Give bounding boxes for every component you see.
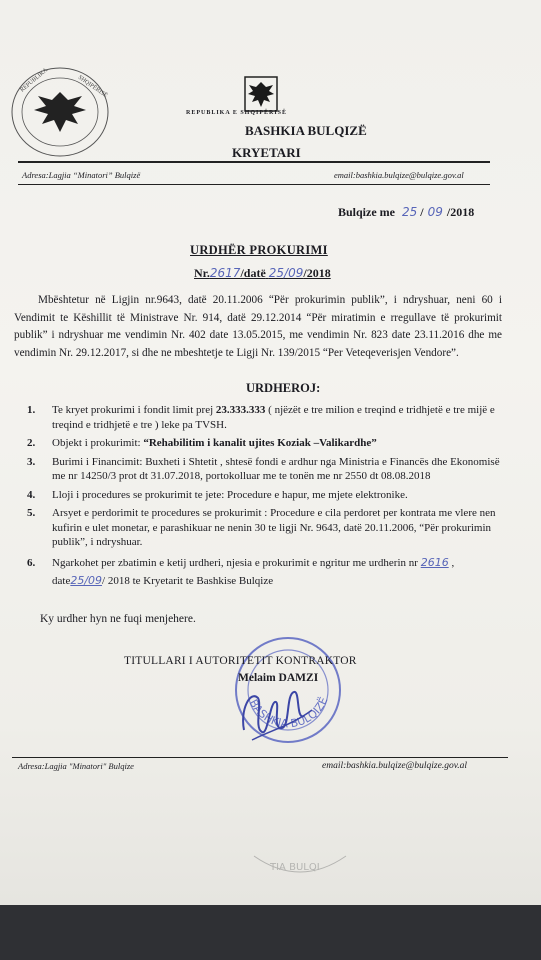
list-item: 3. Burimi i Financimit: Buxheti i Shtetit , shtesë fondi e ardhur nga Ministria e Financës dhe Ekonomisë me nr 14250/3 prot dt 31.07.2018, portokolluar me te tonën me nr 2550 dt 08.08.2018 <box>27 455 500 482</box>
stamp-text: BASHKIA BULQIZË <box>246 695 331 731</box>
svg-text:REPUBLIKA: REPUBLIKA <box>19 67 50 94</box>
preamble-paragraph: Mbështetur në Ligjin nr.9643, datë 20.11.2006 “Për prokurimin publik”, i ndryshuar, neni 60 i Vendimit te Këshillit të Ministrave Nr. 914, datë 29.12.2014 “Për miratimin e rregullave të prokurimit publik” i ndryshuar me vendimin Nr. 402 date 13.05.2015, me vendimin Nr. 823 date 23.11.2016 dhe me vendimin Nr. 29.12.2017, si dhe ne mbeshtetje te Ligji Nr. 139/2015 “Per Veteqeverisjen Vendore”. <box>14 294 502 359</box>
handwritten-signature-icon <box>232 670 322 750</box>
signatory-role: TITULLARI I AUTORITETIT KONTRAKTOR <box>124 655 357 667</box>
date-year: /2018 <box>446 205 475 219</box>
svg-text:TIA BULQI: TIA BULQI <box>270 862 320 873</box>
page-title: URDHËR PROKURIMI <box>190 243 328 257</box>
date-month-handwritten: 09 <box>427 205 443 219</box>
nr-label: Nr. <box>194 266 210 280</box>
municipal-seal-icon <box>8 62 112 162</box>
nr-date-handwritten: 25/09 <box>268 266 304 280</box>
item6-order-number-handwritten: 2616 <box>420 555 449 569</box>
nr-value-handwritten: 2617 <box>209 266 241 280</box>
nr-date-year: /2018 <box>303 266 331 280</box>
svg-text:SHQIPËRISË: SHQIPËRISË <box>76 74 109 100</box>
republic-header: REPUBLIKA E SHQIPËRISË <box>186 110 288 116</box>
list-item: 2. Objekt i prokurimit: “Rehabilitim i kanalit ujites Koziak –Valikardhe” <box>27 437 377 449</box>
header-divider-bottom <box>18 184 490 185</box>
footer-email: email:bashkia.bulqize@bulqize.gov.al <box>322 761 467 771</box>
header-divider <box>18 161 490 163</box>
header-email: email:bashkia.bulqize@bulqize.gov.al <box>334 170 464 180</box>
list-item: 5. Arsyet e perdorimit te procedures se prokurimit : Procedure e cila perdoret per kontrata me vlere nen kufirin e ulet monetar, e parashikuar ne nenin 30 te ligji Nr. 9643, datë 20.11.2006, “Për prokurimin publik”, i ndryshuar. <box>27 507 496 548</box>
list-item: 1. Te kryet prokurimi i fondit limit prej 23.333.333 ( njëzët e tre milion e treqind e tridhjetë e tre mijë e treqind e tridhjetë e tre ) leke pa TVSH. <box>27 404 495 431</box>
order-number-line <box>194 266 331 281</box>
photo-background <box>0 905 541 960</box>
nr-date-label: /datë <box>240 266 266 280</box>
list-item: 4. Lloji i procedures se prokurimit te jete: Procedure e hapur, me mjete elektronike. <box>27 488 408 501</box>
header-address: Adresa:Lagjia “Minatori” Bulqizë <box>22 170 141 180</box>
municipality-name: BASHKIA BULQIZË <box>245 123 367 138</box>
footer-address: Adresa:Lagjia "Minatori" Bulqize <box>18 761 134 771</box>
stamp-bleedthrough-icon <box>250 848 350 878</box>
eagle-emblem-icon <box>244 76 278 112</box>
order-items-list <box>22 403 504 594</box>
closing-statement: Ky urdher hyn ne fuqi menjehere. <box>40 613 196 625</box>
list-item: 6. Ngarkohet per zbatimin e ketij urdheri, njesia e prokurimit e ngritur me urdherin nr 2616 , date25/09/ 2018 te Kryetarit te Bashkise Bulqize <box>27 555 455 587</box>
item6-date-handwritten: 25/09 <box>70 573 103 587</box>
date-day-handwritten: 25 <box>402 205 418 219</box>
footer-divider <box>12 757 508 758</box>
office-name: KRYETARI <box>232 145 301 160</box>
document-date: Bulqize me 25 / 09 /2018 <box>338 205 475 219</box>
signatory-name: Melaim DAMZI <box>238 672 319 684</box>
date-prefix: Bulqize me <box>338 205 395 219</box>
order-heading: URDHEROJ: <box>246 381 321 395</box>
